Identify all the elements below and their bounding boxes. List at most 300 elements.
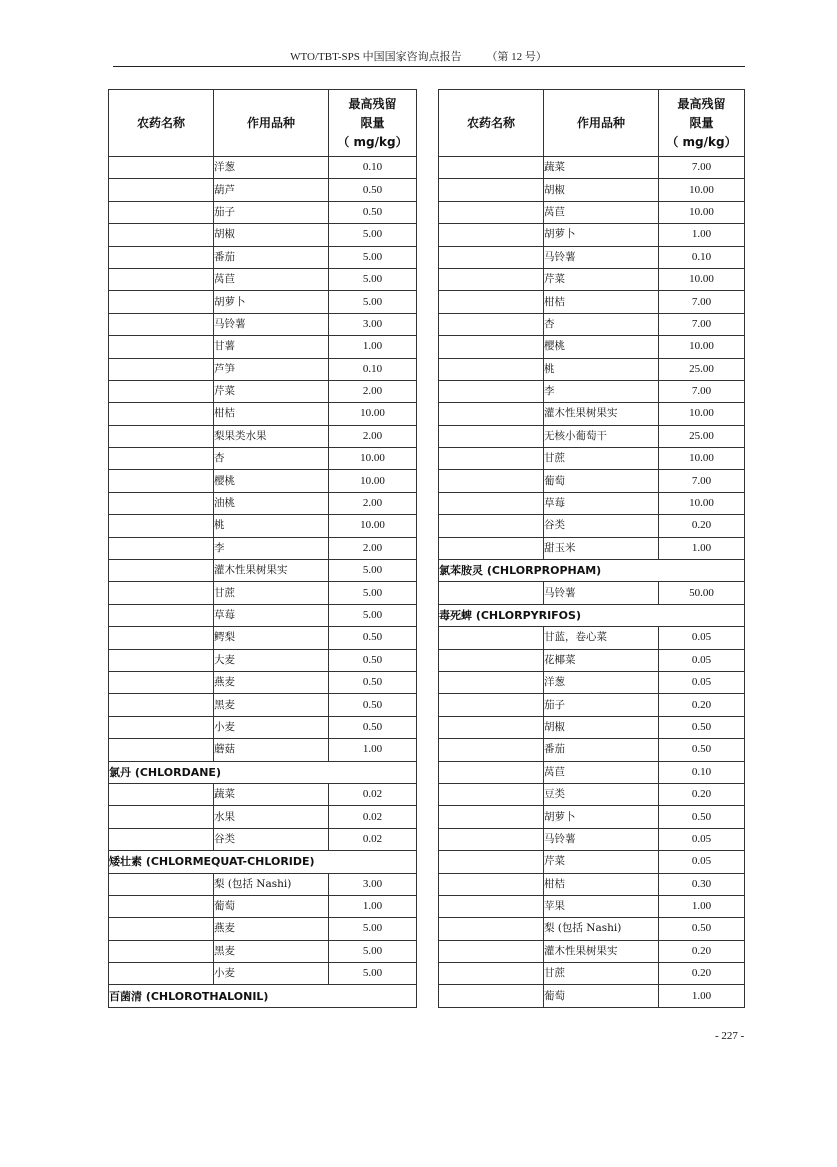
table-row — [109, 918, 417, 940]
crop-cell: 黑麦 — [214, 694, 329, 716]
crop-cell: 马铃薯 — [544, 828, 659, 850]
pesticide-name-header: 农药名称 — [109, 90, 214, 157]
limit-cell: 1.00 — [659, 537, 745, 559]
pesticide-cell — [109, 873, 214, 895]
crop-cell: 甘蔗 — [544, 448, 659, 470]
crop-cell: 胡萝卜 — [214, 291, 329, 313]
table-row — [439, 448, 745, 470]
table-row — [439, 895, 745, 917]
pesticide-cell — [439, 873, 544, 895]
table-row — [439, 851, 745, 873]
limit-cell: 5.00 — [329, 604, 417, 626]
pesticide-cell — [109, 537, 214, 559]
limit-cell: 7.00 — [659, 291, 745, 313]
table-row — [439, 425, 745, 447]
table-row — [109, 649, 417, 671]
limit-cell: 0.30 — [659, 873, 745, 895]
table-row — [439, 828, 745, 850]
pesticide-cell — [439, 649, 544, 671]
limit-cell: 7.00 — [659, 313, 745, 335]
pesticide-cell — [109, 470, 214, 492]
crop-cell: 草莓 — [214, 604, 329, 626]
table-row — [109, 224, 417, 246]
crop-cell: 番茄 — [214, 246, 329, 268]
pesticide-cell — [439, 268, 544, 290]
issue-number: （第 12 号） — [486, 51, 547, 63]
pesticide-cell — [109, 963, 214, 985]
crop-cell: 马铃薯 — [544, 582, 659, 604]
crop-cell: 草莓 — [544, 492, 659, 514]
mrl-header — [329, 90, 417, 157]
crop-cell: 灌木性果树果实 — [544, 403, 659, 425]
crop-cell: 芹菜 — [544, 268, 659, 290]
table-row — [439, 582, 745, 604]
pesticide-cell — [439, 403, 544, 425]
crop-cell: 大麦 — [214, 649, 329, 671]
crop-cell: 豆类 — [544, 783, 659, 805]
limit-cell: 2.00 — [329, 425, 417, 447]
crop-cell: 油桃 — [214, 492, 329, 514]
pesticide-name: 毒死蜱 (CHLORPYRIFOS) — [439, 604, 745, 626]
table-row — [109, 268, 417, 290]
limit-cell: 0.10 — [659, 246, 745, 268]
mrl-table-left — [108, 89, 417, 1008]
crop-cell: 无核小葡萄干 — [544, 425, 659, 447]
limit-cell: 10.00 — [329, 470, 417, 492]
table-row — [109, 582, 417, 604]
table-row — [439, 694, 745, 716]
limit-cell: 0.50 — [329, 179, 417, 201]
limit-cell: 5.00 — [329, 582, 417, 604]
crop-cell: 杏 — [544, 313, 659, 335]
pesticide-cell — [109, 940, 214, 962]
pesticide-row — [439, 560, 745, 582]
limit-cell: 10.00 — [659, 403, 745, 425]
pesticide-cell — [439, 806, 544, 828]
table-row — [109, 560, 417, 582]
crop-cell: 柑桔 — [544, 291, 659, 313]
pesticide-name: 百菌清 (CHLOROTHALONIL) — [109, 985, 417, 1007]
limit-cell: 0.10 — [659, 761, 745, 783]
pesticide-cell — [109, 425, 214, 447]
mrl-table-right — [438, 89, 745, 1008]
limit-cell: 7.00 — [659, 380, 745, 402]
table-row — [109, 179, 417, 201]
limit-cell: 0.50 — [329, 627, 417, 649]
limit-cell: 1.00 — [659, 895, 745, 917]
pesticide-cell — [439, 157, 544, 179]
pesticide-cell — [109, 246, 214, 268]
crop-cell: 甘薯 — [214, 336, 329, 358]
limit-cell: 0.50 — [659, 716, 745, 738]
pesticide-cell — [109, 828, 214, 850]
table-row — [109, 470, 417, 492]
table-row — [439, 716, 745, 738]
limit-cell: 1.00 — [329, 895, 417, 917]
table-row — [109, 940, 417, 962]
pesticide-cell — [109, 783, 214, 805]
crop-cell: 水果 — [214, 806, 329, 828]
limit-cell: 50.00 — [659, 582, 745, 604]
limit-cell: 0.20 — [659, 940, 745, 962]
crop-cell: 茄子 — [544, 694, 659, 716]
pesticide-cell — [439, 358, 544, 380]
pesticide-cell — [109, 157, 214, 179]
page-number: - 227 - — [715, 1030, 745, 1042]
crop-cell: 芹菜 — [214, 380, 329, 402]
table-row — [439, 963, 745, 985]
table-row — [109, 627, 417, 649]
pesticide-cell — [109, 716, 214, 738]
table-row — [109, 739, 417, 761]
crop-cell: 蔬菜 — [544, 157, 659, 179]
crop-cell: 燕麦 — [214, 918, 329, 940]
crop-cell: 洋葱 — [544, 671, 659, 693]
table-row — [439, 671, 745, 693]
table-row — [109, 358, 417, 380]
pesticide-cell — [439, 448, 544, 470]
limit-cell: 10.00 — [329, 448, 417, 470]
limit-cell: 0.50 — [659, 806, 745, 828]
limit-cell: 0.05 — [659, 851, 745, 873]
limit-cell: 10.00 — [329, 515, 417, 537]
table-row — [439, 224, 745, 246]
table-row — [439, 649, 745, 671]
crop-cell: 柑桔 — [544, 873, 659, 895]
limit-cell: 5.00 — [329, 560, 417, 582]
crop-cell: 胡椒 — [544, 716, 659, 738]
crop-cell: 燕麦 — [214, 671, 329, 693]
table-row — [109, 246, 417, 268]
pesticide-cell — [439, 694, 544, 716]
pesticide-cell — [109, 336, 214, 358]
limit-cell: 0.20 — [659, 963, 745, 985]
table-body-left — [109, 157, 417, 1008]
mrl-header-line1: 最高残留 — [348, 96, 397, 111]
crop-cell: 甘蓝，卷心菜 — [544, 627, 659, 649]
crop-cell: 樱桃 — [544, 336, 659, 358]
table-row — [439, 201, 745, 223]
limit-cell: 25.00 — [659, 425, 745, 447]
pesticide-cell — [439, 671, 544, 693]
table-row — [109, 537, 417, 559]
pesticide-cell — [439, 224, 544, 246]
pesticide-cell — [109, 515, 214, 537]
limit-cell: 10.00 — [659, 201, 745, 223]
pesticide-cell — [439, 895, 544, 917]
limit-cell: 1.00 — [659, 985, 745, 1007]
table-row — [109, 403, 417, 425]
limit-cell: 5.00 — [329, 224, 417, 246]
table-row — [439, 940, 745, 962]
pesticide-cell — [109, 918, 214, 940]
table-row — [439, 268, 745, 290]
pesticide-cell — [109, 560, 214, 582]
crop-cell: 桃 — [544, 358, 659, 380]
pesticide-cell — [109, 627, 214, 649]
crop-cell: 番茄 — [544, 739, 659, 761]
pesticide-cell — [439, 380, 544, 402]
table-row — [439, 291, 745, 313]
limit-cell: 1.00 — [329, 739, 417, 761]
table-row — [109, 963, 417, 985]
pesticide-cell — [439, 336, 544, 358]
table-row — [109, 313, 417, 335]
pesticide-cell — [439, 515, 544, 537]
limit-cell: 1.00 — [659, 224, 745, 246]
mrl-header-unit: （ mg/kg） — [666, 134, 737, 149]
pesticide-cell — [439, 582, 544, 604]
limit-cell: 7.00 — [659, 157, 745, 179]
limit-cell: 3.00 — [329, 873, 417, 895]
pesticide-cell — [109, 268, 214, 290]
pesticide-cell — [439, 963, 544, 985]
pesticide-cell — [109, 582, 214, 604]
table-row — [109, 716, 417, 738]
header-rule — [113, 66, 745, 67]
crop-cell: 甘蔗 — [214, 582, 329, 604]
pesticide-cell — [439, 828, 544, 850]
limit-cell: 5.00 — [329, 268, 417, 290]
crop-cell: 梨 (包括 Nashi) — [544, 918, 659, 940]
limit-cell: 5.00 — [329, 246, 417, 268]
crop-cell: 蔬菜 — [214, 783, 329, 805]
table-row — [439, 470, 745, 492]
table-row — [439, 806, 745, 828]
table-row — [439, 380, 745, 402]
pesticide-cell — [109, 448, 214, 470]
crop-cell: 灌木性果树果实 — [214, 560, 329, 582]
pesticide-cell — [439, 291, 544, 313]
crop-cell: 葡萄 — [544, 470, 659, 492]
limit-cell: 10.00 — [659, 336, 745, 358]
crop-cell: 小麦 — [214, 716, 329, 738]
table-row — [439, 739, 745, 761]
pesticide-cell — [109, 380, 214, 402]
pesticide-cell — [109, 671, 214, 693]
report-title: WTO/TBT-SPS 中国国家咨询点报告 — [290, 51, 462, 63]
table-row — [439, 783, 745, 805]
pesticide-cell — [109, 403, 214, 425]
page-header — [0, 48, 837, 64]
crop-cell: 马铃薯 — [544, 246, 659, 268]
crop-cell: 梨果类水果 — [214, 425, 329, 447]
crop-cell: 桃 — [214, 515, 329, 537]
pesticide-name: 矮壮素 (CHLORMEQUAT-CHLORIDE) — [109, 851, 417, 873]
crop-header: 作用品种 — [544, 90, 659, 157]
pesticide-row — [109, 985, 417, 1007]
table-row — [439, 246, 745, 268]
table-row — [439, 627, 745, 649]
pesticide-cell — [109, 291, 214, 313]
limit-cell: 0.50 — [329, 694, 417, 716]
pesticide-cell — [439, 492, 544, 514]
crop-cell: 胡萝卜 — [544, 806, 659, 828]
crop-cell: 谷类 — [544, 515, 659, 537]
crop-cell: 黑麦 — [214, 940, 329, 962]
table-row — [439, 761, 745, 783]
crop-cell: 茄子 — [214, 201, 329, 223]
limit-cell: 0.50 — [329, 716, 417, 738]
limit-cell: 2.00 — [329, 537, 417, 559]
crop-cell: 胡椒 — [544, 179, 659, 201]
crop-cell: 胡椒 — [214, 224, 329, 246]
pesticide-cell — [439, 851, 544, 873]
crop-cell: 杏 — [214, 448, 329, 470]
limit-cell: 0.10 — [329, 157, 417, 179]
table-row — [109, 201, 417, 223]
table-row — [439, 515, 745, 537]
crop-cell: 葡萄 — [214, 895, 329, 917]
pesticide-cell — [439, 425, 544, 447]
crop-cell: 莴苣 — [544, 201, 659, 223]
limit-cell: 10.00 — [659, 268, 745, 290]
limit-cell: 0.50 — [329, 649, 417, 671]
limit-cell: 0.02 — [329, 828, 417, 850]
limit-cell: 25.00 — [659, 358, 745, 380]
pesticide-name: 氯苯胺灵 (CHLORPROPHAM) — [439, 560, 745, 582]
pesticide-row — [439, 604, 745, 626]
limit-cell: 1.00 — [329, 336, 417, 358]
pesticide-cell — [109, 895, 214, 917]
limit-cell: 0.02 — [329, 783, 417, 805]
table-row — [439, 492, 745, 514]
limit-cell: 0.50 — [659, 739, 745, 761]
crop-cell: 苹果 — [544, 895, 659, 917]
limit-cell: 0.20 — [659, 783, 745, 805]
limit-cell: 0.50 — [329, 201, 417, 223]
limit-cell: 7.00 — [659, 470, 745, 492]
table-row — [109, 806, 417, 828]
mrl-header — [659, 90, 745, 157]
table-row — [109, 828, 417, 850]
pesticide-cell — [109, 224, 214, 246]
table-row — [439, 336, 745, 358]
pesticide-cell — [109, 179, 214, 201]
limit-cell: 5.00 — [329, 918, 417, 940]
limit-cell: 0.05 — [659, 649, 745, 671]
crop-cell: 洋葱 — [214, 157, 329, 179]
table-row — [109, 425, 417, 447]
pesticide-cell — [439, 739, 544, 761]
limit-cell: 5.00 — [329, 291, 417, 313]
table-row — [109, 515, 417, 537]
table-row — [439, 918, 745, 940]
limit-cell: 2.00 — [329, 380, 417, 402]
pesticide-cell — [109, 313, 214, 335]
crop-cell: 莴苣 — [214, 268, 329, 290]
pesticide-cell — [439, 201, 544, 223]
limit-cell: 10.00 — [659, 492, 745, 514]
limit-cell: 5.00 — [329, 940, 417, 962]
limit-cell: 0.05 — [659, 671, 745, 693]
crop-cell: 梨 (包括 Nashi) — [214, 873, 329, 895]
pesticide-row — [109, 851, 417, 873]
pesticide-cell — [439, 179, 544, 201]
table-row — [439, 157, 745, 179]
mrl-header-line2: 限量 — [689, 115, 714, 130]
crop-cell: 李 — [544, 380, 659, 402]
limit-cell: 5.00 — [329, 963, 417, 985]
table-row — [109, 671, 417, 693]
pesticide-cell — [439, 716, 544, 738]
crop-cell: 芹菜 — [544, 851, 659, 873]
limit-cell: 0.50 — [659, 918, 745, 940]
pesticide-cell — [439, 246, 544, 268]
crop-cell: 葫芦 — [214, 179, 329, 201]
table-row — [439, 313, 745, 335]
table-row — [109, 895, 417, 917]
crop-cell: 柑桔 — [214, 403, 329, 425]
limit-cell: 0.10 — [329, 358, 417, 380]
mrl-header-line2: 限量 — [360, 115, 385, 130]
table-row — [439, 985, 745, 1007]
crop-cell: 胡萝卜 — [544, 224, 659, 246]
crop-cell: 芦笋 — [214, 358, 329, 380]
crop-cell: 小麦 — [214, 963, 329, 985]
pesticide-cell — [439, 313, 544, 335]
table-header-row — [109, 90, 417, 157]
crop-header: 作用品种 — [214, 90, 329, 157]
pesticide-cell — [109, 358, 214, 380]
crop-cell: 樱桃 — [214, 470, 329, 492]
table-row — [109, 873, 417, 895]
table-row — [109, 448, 417, 470]
table-row — [109, 157, 417, 179]
crop-cell: 花椰菜 — [544, 649, 659, 671]
crop-cell: 李 — [214, 537, 329, 559]
crop-cell: 鳄梨 — [214, 627, 329, 649]
pesticide-row — [109, 761, 417, 783]
pesticide-cell — [439, 940, 544, 962]
limit-cell: 2.00 — [329, 492, 417, 514]
pesticide-cell — [109, 201, 214, 223]
pesticide-cell — [439, 627, 544, 649]
limit-cell: 0.02 — [329, 806, 417, 828]
pesticide-cell — [109, 649, 214, 671]
crop-cell: 莴苣 — [544, 761, 659, 783]
limit-cell: 10.00 — [659, 448, 745, 470]
mrl-header-unit: （ mg/kg） — [337, 134, 408, 149]
crop-cell: 甘蔗 — [544, 963, 659, 985]
limit-cell: 0.20 — [659, 515, 745, 537]
pesticide-cell — [109, 806, 214, 828]
mrl-header-line1: 最高残留 — [677, 96, 726, 111]
table-row — [439, 873, 745, 895]
table-row — [439, 537, 745, 559]
table-row — [439, 179, 745, 201]
pesticide-cell — [439, 783, 544, 805]
pesticide-cell — [439, 470, 544, 492]
crop-cell: 马铃薯 — [214, 313, 329, 335]
table-row — [109, 783, 417, 805]
pesticide-cell — [109, 492, 214, 514]
table-row — [439, 403, 745, 425]
table-row — [109, 291, 417, 313]
pesticide-cell — [439, 761, 544, 783]
table-row — [109, 694, 417, 716]
crop-cell: 甜玉米 — [544, 537, 659, 559]
limit-cell: 0.20 — [659, 694, 745, 716]
limit-cell: 3.00 — [329, 313, 417, 335]
crop-cell: 灌木性果树果实 — [544, 940, 659, 962]
limit-cell: 10.00 — [329, 403, 417, 425]
crop-cell: 葡萄 — [544, 985, 659, 1007]
pesticide-cell — [439, 918, 544, 940]
limit-cell: 0.05 — [659, 828, 745, 850]
pesticide-cell — [439, 985, 544, 1007]
pesticide-cell — [109, 604, 214, 626]
